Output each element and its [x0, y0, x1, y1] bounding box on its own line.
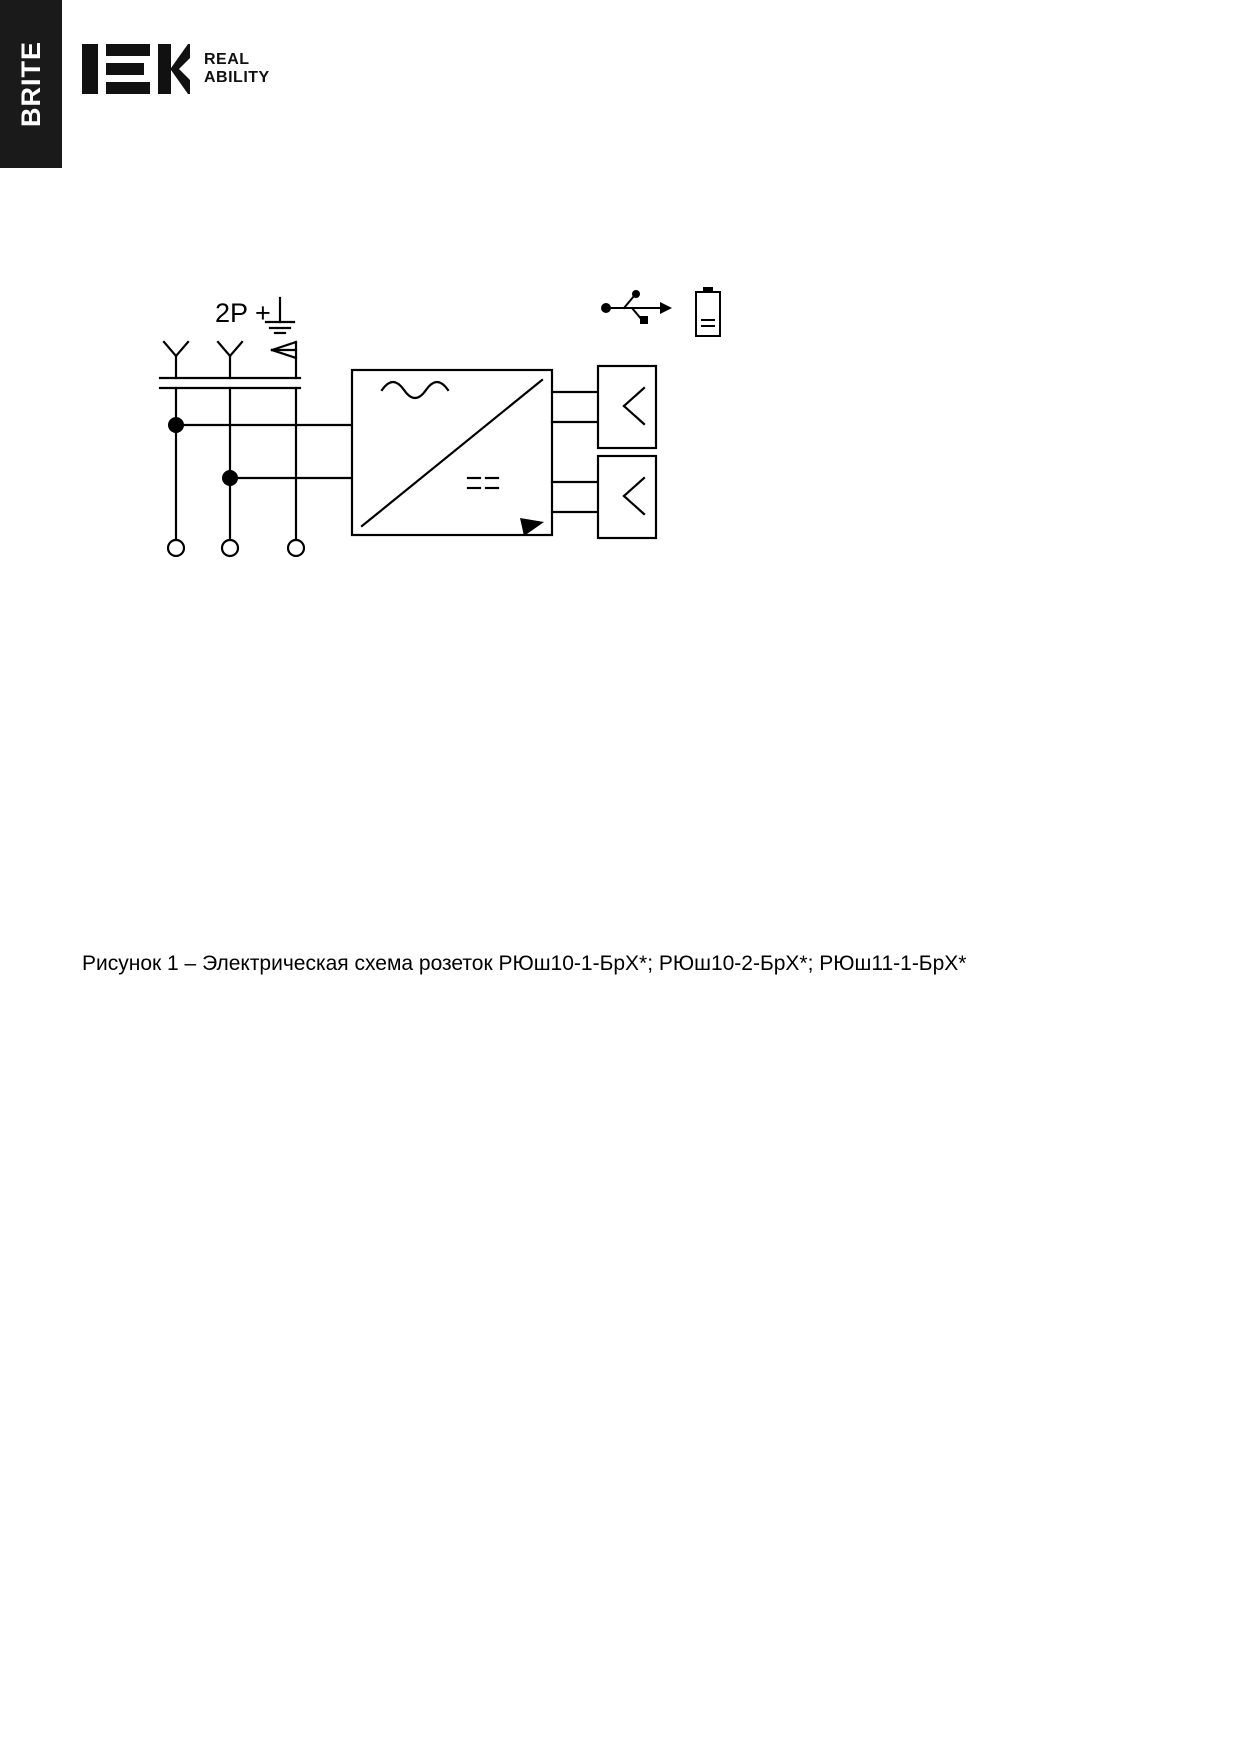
usb-socket-2 [598, 456, 656, 538]
terminal-circle-n [222, 540, 238, 556]
iek-logo-mark [82, 38, 190, 100]
brand-tab [0, 0, 62, 168]
junction-dot-l [168, 417, 184, 433]
logo-tagline-line2: ABILITY [204, 69, 270, 86]
battery-icon [696, 287, 720, 336]
logo-tagline-line1: REAL [204, 51, 250, 69]
usb-socket-1 [598, 366, 656, 448]
brand-tab-label: BRITE [16, 41, 46, 127]
terminal-circle-pe [288, 540, 304, 556]
logo [82, 38, 270, 100]
usb-icon [601, 290, 672, 324]
figure-caption: Рисунок 1 – Электрическая схема розеток РЮш10-1-БрX*; РЮш10-2-БрX*; РЮш11-1-БрX* [82, 952, 967, 975]
logo-tagline [204, 51, 270, 87]
schematic-svg [120, 270, 860, 600]
plug-prong-n [218, 342, 242, 378]
terminal-circle-l [168, 540, 184, 556]
junction-dot-n [222, 470, 238, 486]
plug-prong-pe [272, 342, 296, 378]
plug-prong-l [164, 342, 188, 378]
terminal-label: 2P + [215, 298, 271, 328]
electrical-schematic [120, 270, 860, 600]
